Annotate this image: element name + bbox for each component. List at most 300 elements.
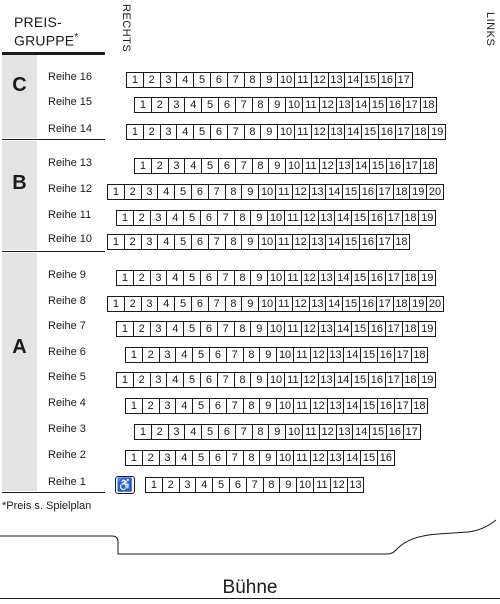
seat[interactable]: 4 [166,210,184,226]
seat[interactable]: 16 [377,347,395,363]
seat[interactable]: 12 [301,321,319,337]
seat[interactable]: 6 [209,450,227,466]
left-side-label: LINKS [484,12,496,47]
seat[interactable]: 4 [184,424,202,440]
seat[interactable]: 5 [183,321,201,337]
seat[interactable]: 16 [359,184,377,200]
seat[interactable]: 1 [134,97,152,113]
seat[interactable]: 8 [252,158,270,174]
seat[interactable]: 7 [208,234,226,250]
seat[interactable]: 3 [159,398,177,414]
seat[interactable]: 14 [343,398,361,414]
seat[interactable]: 9 [260,124,278,140]
seat[interactable]: 1 [116,270,134,286]
seat[interactable]: 1 [125,398,143,414]
seat[interactable]: 15 [361,124,379,140]
seat[interactable]: 4 [175,398,193,414]
seat[interactable]: 1 [125,347,143,363]
seat[interactable]: 13 [318,321,336,337]
seat[interactable]: 10 [277,124,295,140]
seat[interactable]: 11 [293,398,311,414]
seat[interactable]: 7 [217,321,235,337]
seat[interactable]: 3 [160,72,178,88]
seat[interactable]: 4 [157,184,175,200]
seat[interactable]: 14 [334,372,352,388]
seat[interactable]: 16 [386,424,404,440]
seat[interactable]: 11 [302,424,320,440]
seat[interactable]: 3 [179,477,197,493]
seat[interactable]: 3 [160,124,178,140]
seat[interactable]: 14 [343,347,361,363]
seat[interactable]: 11 [284,270,302,286]
seat[interactable]: 12 [292,296,310,312]
seat[interactable]: 4 [195,477,213,493]
seat[interactable]: 13 [318,270,336,286]
seat[interactable]: 10 [276,398,294,414]
seat[interactable]: 10 [267,321,285,337]
seat[interactable]: 15 [360,398,378,414]
seat[interactable]: 6 [200,321,218,337]
seat[interactable]: 6 [209,398,227,414]
seat[interactable]: 3 [159,450,177,466]
seat[interactable]: 15 [351,270,369,286]
seat[interactable]: 19 [418,372,436,388]
seat[interactable]: 7 [227,72,245,88]
seat[interactable]: 9 [250,372,268,388]
seat[interactable]: 8 [243,398,261,414]
seat[interactable]: 10 [267,270,285,286]
seat[interactable]: 11 [284,372,302,388]
seat[interactable]: 11 [313,477,331,493]
seat[interactable]: 13 [327,347,345,363]
seat[interactable]: 20 [426,184,444,200]
seat[interactable]: 19 [428,124,446,140]
seat[interactable]: 7 [226,450,244,466]
seat[interactable]: 19 [418,321,436,337]
seat[interactable]: 4 [175,450,193,466]
seat[interactable]: 2 [142,347,160,363]
seat[interactable]: 11 [293,347,311,363]
seat[interactable]: 15 [342,296,360,312]
seat[interactable]: 7 [235,97,253,113]
seat[interactable]: 13 [328,72,346,88]
seat[interactable]: 11 [275,296,293,312]
seat[interactable]: 11 [302,158,320,174]
seat[interactable]: 11 [275,234,293,250]
seat[interactable]: 8 [263,477,281,493]
seat[interactable]: 6 [191,184,209,200]
seat[interactable]: 14 [334,321,352,337]
seat[interactable]: 2 [124,184,142,200]
seat[interactable]: 11 [284,210,302,226]
seat[interactable]: 10 [267,372,285,388]
seat[interactable]: 7 [217,270,235,286]
seat[interactable]: 7 [226,347,244,363]
seat[interactable]: 5 [193,124,211,140]
seat[interactable]: 10 [258,234,276,250]
seat[interactable]: 18 [402,270,420,286]
seat[interactable]: 5 [174,234,192,250]
seat[interactable]: 2 [133,321,151,337]
seat[interactable]: 4 [184,158,202,174]
seat[interactable]: 9 [259,450,277,466]
seat[interactable]: 7 [227,124,245,140]
seat[interactable]: 15 [342,184,360,200]
seat[interactable]: 15 [369,158,387,174]
row-label: Reihe 9 [48,269,86,281]
seat[interactable]: 16 [368,372,386,388]
seat[interactable]: 4 [184,97,202,113]
seat[interactable]: 6 [218,424,236,440]
seat[interactable]: 5 [183,270,201,286]
seat[interactable]: 12 [301,210,319,226]
seat[interactable]: 5 [183,372,201,388]
seat[interactable]: 2 [133,372,151,388]
seat[interactable]: 12 [311,72,329,88]
seat[interactable]: 8 [234,210,252,226]
seat[interactable]: 6 [191,234,209,250]
seat[interactable]: 5 [174,296,192,312]
seat[interactable]: 5 [192,398,210,414]
seat[interactable]: 14 [343,450,361,466]
seat[interactable]: 17 [394,398,412,414]
seat[interactable]: 9 [250,321,268,337]
seat[interactable]: 15 [369,424,387,440]
seat[interactable]: 18 [411,347,429,363]
seat[interactable]: 14 [325,296,343,312]
seat[interactable]: 17 [385,210,403,226]
seat[interactable]: 2 [151,424,169,440]
seat[interactable]: 19 [418,210,436,226]
seat[interactable]: 8 [225,296,243,312]
seat-row [107,234,409,250]
seat[interactable]: 15 [360,347,378,363]
seat[interactable]: 7 [217,210,235,226]
seat[interactable]: 16 [378,124,396,140]
seat[interactable]: 5 [212,477,230,493]
seat[interactable]: 18 [393,296,411,312]
seat[interactable]: 16 [386,97,404,113]
seat[interactable]: 16 [386,158,404,174]
seat[interactable]: 7 [208,184,226,200]
seat[interactable]: 2 [142,450,160,466]
seat[interactable]: 8 [234,270,252,286]
seat[interactable]: 1 [107,184,125,200]
seat[interactable]: 14 [344,124,362,140]
seat[interactable]: 12 [292,184,310,200]
seat[interactable]: 10 [258,296,276,312]
seat[interactable]: 8 [225,184,243,200]
row-label: Reihe 3 [48,423,86,435]
seat[interactable]: 17 [403,424,421,440]
seat[interactable]: 8 [234,372,252,388]
seat[interactable]: 18 [420,97,438,113]
seat[interactable]: 7 [235,424,253,440]
seat[interactable]: 17 [395,72,413,88]
seat[interactable]: 13 [336,97,354,113]
seat[interactable]: 17 [395,124,413,140]
seat[interactable]: 3 [141,184,159,200]
seat[interactable]: 9 [241,234,259,250]
seat[interactable]: 16 [368,321,386,337]
seat[interactable]: 18 [393,234,411,250]
seat[interactable]: 12 [319,97,337,113]
seat[interactable]: 5 [192,347,210,363]
seat[interactable]: 9 [250,210,268,226]
seat[interactable]: 12 [310,398,328,414]
seat[interactable]: 13 [336,158,354,174]
seat[interactable]: 3 [168,158,186,174]
seat[interactable]: 9 [268,97,286,113]
seat[interactable]: 3 [150,372,168,388]
seat[interactable]: 16 [377,450,395,466]
seat[interactable]: 15 [361,72,379,88]
seat[interactable]: 7 [217,372,235,388]
row-label: Reihe 6 [48,346,86,358]
seat[interactable]: 7 [208,296,226,312]
seat[interactable]: 19 [418,270,436,286]
seat[interactable]: 8 [234,321,252,337]
seat[interactable]: 8 [243,450,261,466]
seat-row [125,398,427,414]
seat[interactable]: 10 [258,184,276,200]
seat[interactable]: 12 [292,234,310,250]
seat[interactable]: 18 [411,398,429,414]
seat[interactable]: 8 [243,347,261,363]
seat[interactable]: 2 [143,72,161,88]
seat[interactable]: 13 [318,372,336,388]
seat[interactable]: 11 [275,184,293,200]
seat[interactable]: 15 [351,210,369,226]
seat[interactable]: 6 [209,347,227,363]
seat[interactable]: 11 [293,450,311,466]
seat[interactable]: 17 [376,296,394,312]
seat[interactable]: 17 [385,321,403,337]
seat[interactable]: 12 [311,124,329,140]
seat[interactable]: 13 [309,296,327,312]
seat[interactable]: 1 [107,234,125,250]
seat[interactable]: 14 [344,72,362,88]
seat[interactable]: 6 [210,124,228,140]
seat[interactable]: 10 [277,72,295,88]
seat[interactable]: 16 [378,72,396,88]
seat[interactable]: 12 [330,477,348,493]
seat[interactable]: 15 [351,321,369,337]
seat[interactable]: 9 [241,296,259,312]
seat[interactable]: 8 [252,424,270,440]
seat[interactable]: 12 [319,424,337,440]
seat[interactable]: 18 [402,321,420,337]
seat[interactable]: 13 [336,424,354,440]
seat[interactable]: 15 [342,234,360,250]
seat[interactable]: 8 [244,124,262,140]
seat[interactable]: 17 [394,347,412,363]
seat[interactable]: 5 [201,424,219,440]
seat[interactable]: 18 [402,210,420,226]
seat[interactable]: 17 [403,158,421,174]
seat[interactable]: 8 [244,72,262,88]
seat[interactable]: 9 [268,158,286,174]
seat[interactable]: 5 [201,97,219,113]
seat[interactable]: 14 [334,210,352,226]
seat[interactable]: 4 [175,347,193,363]
seat[interactable]: 2 [151,158,169,174]
seat[interactable]: 1 [125,450,143,466]
seat[interactable]: 2 [142,398,160,414]
seat[interactable]: 15 [369,97,387,113]
seat[interactable]: 1 [145,477,163,493]
seat[interactable]: 13 [309,234,327,250]
seat[interactable]: 9 [241,184,259,200]
seat[interactable]: 17 [385,372,403,388]
seat[interactable]: 18 [420,158,438,174]
seat[interactable]: 1 [134,158,152,174]
seat[interactable]: 6 [200,372,218,388]
seat[interactable]: 9 [260,72,278,88]
seat[interactable]: 1 [107,296,125,312]
seat[interactable]: 11 [294,124,312,140]
seat[interactable]: 4 [176,72,194,88]
seat-row [134,158,436,174]
seat[interactable]: 9 [259,347,277,363]
seat[interactable]: 17 [376,184,394,200]
seat[interactable]: 18 [412,124,430,140]
seat[interactable]: 15 [351,372,369,388]
seat[interactable]: 3 [150,321,168,337]
seat[interactable]: 1 [116,372,134,388]
seat[interactable]: 1 [116,210,134,226]
seat[interactable]: 6 [200,270,218,286]
seat[interactable]: 2 [124,234,142,250]
seat[interactable]: 5 [183,210,201,226]
seat[interactable]: 9 [279,477,297,493]
seat[interactable]: 3 [150,210,168,226]
seat[interactable]: 3 [159,347,177,363]
seat[interactable]: 2 [151,97,169,113]
seat[interactable]: 7 [235,158,253,174]
seat[interactable]: 13 [318,210,336,226]
wheelchair-icon[interactable]: ♿ [116,477,134,492]
seat[interactable]: 6 [200,210,218,226]
seat[interactable]: 10 [276,450,294,466]
seat-row [116,210,435,226]
seat[interactable]: 14 [325,234,343,250]
seat[interactable]: 1 [126,124,144,140]
seat[interactable]: 10 [276,347,294,363]
seat[interactable]: 11 [294,72,312,88]
seat[interactable]: 9 [250,270,268,286]
seat[interactable]: 9 [268,424,286,440]
seat[interactable]: 2 [133,270,151,286]
seat[interactable]: 2 [143,124,161,140]
seat[interactable]: 3 [168,97,186,113]
seat-row [107,184,443,200]
seat[interactable]: 6 [229,477,247,493]
seat[interactable]: 16 [377,398,395,414]
seat[interactable]: 1 [134,424,152,440]
seat[interactable]: 3 [141,296,159,312]
seat[interactable]: 16 [368,210,386,226]
seat[interactable]: 10 [285,424,303,440]
seat[interactable]: 5 [201,158,219,174]
group-letter-c: C [12,74,27,96]
seat[interactable]: 4 [157,234,175,250]
seat[interactable]: 13 [328,124,346,140]
seat[interactable]: 12 [301,372,319,388]
seat[interactable]: 4 [166,321,184,337]
seat[interactable]: 9 [259,398,277,414]
seat[interactable]: 4 [166,372,184,388]
seat[interactable]: 14 [334,270,352,286]
seat[interactable]: 13 [327,450,345,466]
seat[interactable]: 6 [218,97,236,113]
seat[interactable]: 6 [218,158,236,174]
seat[interactable]: 17 [385,270,403,286]
seat[interactable]: 3 [141,234,159,250]
seat[interactable]: 13 [309,184,327,200]
seat[interactable]: 4 [176,124,194,140]
seat[interactable]: 14 [352,424,370,440]
seat[interactable]: 13 [327,398,345,414]
seat[interactable]: 12 [301,270,319,286]
seat[interactable]: 11 [302,97,320,113]
seat-row [134,424,420,440]
seat[interactable]: 5 [193,72,211,88]
seat[interactable]: 18 [402,372,420,388]
seat[interactable]: 8 [225,234,243,250]
seat[interactable]: 16 [368,270,386,286]
seat[interactable]: 16 [359,234,377,250]
seat[interactable]: 10 [285,158,303,174]
seat[interactable]: 5 [174,184,192,200]
seat[interactable]: 7 [246,477,264,493]
seat[interactable]: 12 [319,158,337,174]
seat[interactable]: 16 [359,296,377,312]
seat[interactable]: 14 [352,158,370,174]
seat[interactable]: 2 [133,210,151,226]
seat[interactable]: 14 [352,97,370,113]
seat[interactable]: 1 [116,321,134,337]
seat[interactable]: 15 [360,450,378,466]
seat[interactable]: 3 [150,270,168,286]
seat[interactable]: 17 [376,234,394,250]
seat[interactable]: 20 [426,296,444,312]
seat[interactable]: 12 [310,450,328,466]
seat[interactable]: 11 [284,321,302,337]
seat[interactable]: 8 [252,97,270,113]
seat[interactable]: 13 [347,477,365,493]
seat[interactable]: 10 [267,210,285,226]
seat[interactable]: 2 [162,477,180,493]
seat[interactable]: 17 [403,97,421,113]
seat[interactable]: 19 [409,184,427,200]
seat[interactable]: 4 [157,296,175,312]
seat[interactable]: 14 [325,184,343,200]
seat[interactable]: 2 [124,296,142,312]
seat[interactable]: 10 [285,97,303,113]
seat[interactable]: 6 [191,296,209,312]
seat[interactable]: 10 [296,477,314,493]
seat[interactable]: 7 [226,398,244,414]
seat[interactable]: 3 [168,424,186,440]
seat[interactable]: 1 [126,72,144,88]
seat[interactable]: 12 [310,347,328,363]
seat[interactable]: 19 [409,296,427,312]
seat[interactable]: 4 [166,270,184,286]
seat[interactable]: 5 [192,450,210,466]
seat[interactable]: 6 [210,72,228,88]
seat[interactable]: 18 [393,184,411,200]
